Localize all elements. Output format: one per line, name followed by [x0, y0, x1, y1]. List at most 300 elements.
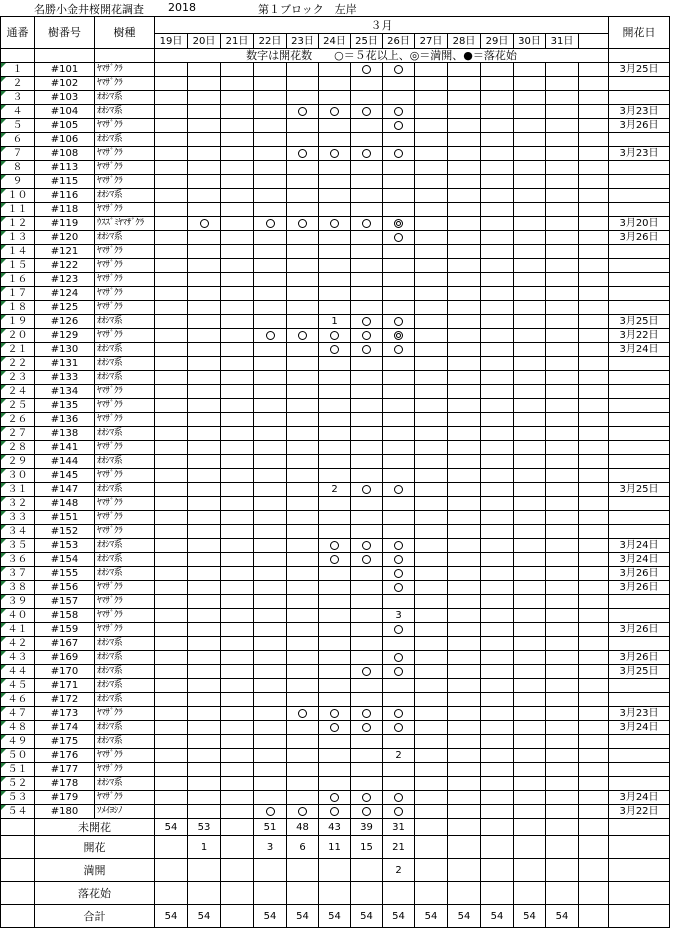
- serial-number: ８: [1, 161, 35, 175]
- bloom-date: [609, 777, 670, 791]
- day-cell: [319, 763, 351, 777]
- day-cell: [287, 259, 319, 273]
- day-cell: [481, 497, 514, 511]
- bloom-date: [609, 161, 670, 175]
- cell: [1, 836, 35, 859]
- day-cell: [481, 623, 514, 637]
- table-row: [1, 707, 670, 721]
- day-cell: [221, 595, 254, 609]
- day-cell: [319, 735, 351, 749]
- day-cell: [319, 707, 351, 721]
- summary-value: [351, 859, 383, 882]
- day-cell: [481, 511, 514, 525]
- day-cell: [319, 455, 351, 469]
- day-cell: [546, 553, 579, 567]
- day-cell: [155, 651, 188, 665]
- bloom-date: [609, 497, 670, 511]
- species: ｵｵｼﾏ系: [95, 133, 155, 147]
- bloom-date: 3月26日: [609, 119, 670, 133]
- day-cell: [155, 343, 188, 357]
- day-cell: [155, 511, 188, 525]
- species: ﾔﾏｻﾞｸﾗ: [95, 203, 155, 217]
- day-cell: [579, 371, 609, 385]
- day-cell: [546, 581, 579, 595]
- summary-value: [351, 882, 383, 905]
- day-cell: [579, 777, 609, 791]
- table-row: [1, 455, 670, 469]
- summary-value: 54: [514, 905, 546, 928]
- summary-value: [514, 859, 546, 882]
- serial-number: １０: [1, 189, 35, 203]
- day-cell: [188, 133, 221, 147]
- circle-icon: [394, 807, 403, 816]
- day-cell: [481, 203, 514, 217]
- day-cell: [579, 301, 609, 315]
- day-cell: [155, 77, 188, 91]
- day-cell: [188, 651, 221, 665]
- day-cell: [254, 287, 287, 301]
- day-cell: [155, 623, 188, 637]
- day-header: 20日: [188, 34, 221, 49]
- circle-icon: [266, 331, 275, 340]
- serial-number: ２２: [1, 357, 35, 371]
- bloom-date: 3月20日: [609, 217, 670, 231]
- summary-value: [448, 859, 481, 882]
- day-cell: [415, 777, 448, 791]
- circle-icon: [394, 345, 403, 354]
- circle-icon: [394, 625, 403, 634]
- day-cell: [287, 763, 319, 777]
- day-cell: [351, 287, 383, 301]
- species: ﾔﾏｻﾞｸﾗ: [95, 329, 155, 343]
- day-cell: [351, 805, 383, 819]
- day-cell: [188, 189, 221, 203]
- day-cell: [481, 217, 514, 231]
- summary-value: 43: [319, 819, 351, 836]
- day-cell: [319, 175, 351, 189]
- day-cell: [383, 441, 415, 455]
- day-cell: [254, 189, 287, 203]
- day-cell: [155, 763, 188, 777]
- species: ｵｵｼﾏ系: [95, 553, 155, 567]
- day-cell: [579, 315, 609, 329]
- day-cell: [319, 511, 351, 525]
- day-cell: [448, 441, 481, 455]
- day-cell: [221, 693, 254, 707]
- tree-number: #135: [35, 399, 95, 413]
- day-cell: [448, 63, 481, 77]
- day-cell: [546, 497, 579, 511]
- day-cell: [155, 791, 188, 805]
- day-cell: [351, 329, 383, 343]
- day-cell: [415, 497, 448, 511]
- day-cell: [254, 469, 287, 483]
- day-cell: [481, 105, 514, 119]
- day-cell: [546, 133, 579, 147]
- tree-number: #159: [35, 623, 95, 637]
- tree-number: #147: [35, 483, 95, 497]
- summary-value: [155, 836, 188, 859]
- day-cell: [415, 259, 448, 273]
- day-cell: [415, 581, 448, 595]
- tree-number: #126: [35, 315, 95, 329]
- day-cell: [579, 581, 609, 595]
- summary-label: 合計: [35, 905, 155, 928]
- circle-icon: [362, 317, 371, 326]
- day-cell: [287, 105, 319, 119]
- day-cell: [188, 525, 221, 539]
- day-cell: [155, 679, 188, 693]
- day-cell: [514, 483, 546, 497]
- tree-number: #152: [35, 525, 95, 539]
- day-cell: [221, 259, 254, 273]
- circle-icon: [362, 541, 371, 550]
- summary-value: 54: [546, 905, 579, 928]
- day-cell: [579, 357, 609, 371]
- day-cell: [383, 399, 415, 413]
- day-cell: [287, 315, 319, 329]
- table-row: [1, 315, 670, 329]
- day-cell: [481, 175, 514, 189]
- serial-number: １５: [1, 259, 35, 273]
- day-cell: [155, 385, 188, 399]
- day-cell: [351, 581, 383, 595]
- day-cell: [383, 147, 415, 161]
- day-cell: [221, 77, 254, 91]
- day-cell: [319, 371, 351, 385]
- summary-value: 3: [254, 836, 287, 859]
- day-cell: [319, 343, 351, 357]
- day-cell: [383, 567, 415, 581]
- day-cell: [155, 483, 188, 497]
- day-cell: [481, 119, 514, 133]
- day-cell: [188, 343, 221, 357]
- day-cell: [351, 301, 383, 315]
- table-row: [1, 651, 670, 665]
- circle-icon: [394, 723, 403, 732]
- day-cell: [448, 399, 481, 413]
- cell: [35, 49, 95, 63]
- day-cell: [351, 147, 383, 161]
- serial-number: ４８: [1, 721, 35, 735]
- day-cell: [351, 609, 383, 623]
- summary-value: [155, 882, 188, 905]
- circle-icon: [394, 65, 403, 74]
- serial-number: ４２: [1, 637, 35, 651]
- tree-number: #102: [35, 77, 95, 91]
- day-cell: [188, 623, 221, 637]
- day-cell: [415, 217, 448, 231]
- day-cell: [155, 357, 188, 371]
- day-cell: [351, 511, 383, 525]
- tree-number: #144: [35, 455, 95, 469]
- serial-number: ６: [1, 133, 35, 147]
- day-cell: [383, 63, 415, 77]
- day-cell: [319, 105, 351, 119]
- day-cell: [155, 525, 188, 539]
- tree-number: #123: [35, 273, 95, 287]
- legend-row: [1, 49, 670, 63]
- day-cell: [221, 371, 254, 385]
- day-cell: [546, 105, 579, 119]
- species: ﾔﾏｻﾞｸﾗ: [95, 749, 155, 763]
- day-cell: [546, 413, 579, 427]
- day-cell: [188, 175, 221, 189]
- circle-icon: [394, 233, 403, 242]
- day-cell: [319, 301, 351, 315]
- cell: [1, 905, 35, 928]
- tree-number: #103: [35, 91, 95, 105]
- day-cell: [481, 749, 514, 763]
- serial-number: ２: [1, 77, 35, 91]
- table-row: [1, 735, 670, 749]
- day-cell: [579, 469, 609, 483]
- day-cell: [319, 539, 351, 553]
- species: ﾔﾏｻﾞｸﾗ: [95, 399, 155, 413]
- day-cell: [254, 427, 287, 441]
- summary-value: [221, 905, 254, 928]
- day-cell: [155, 217, 188, 231]
- day-cell: [287, 203, 319, 217]
- table-row: [1, 791, 670, 805]
- day-cell: [481, 693, 514, 707]
- col-species-header: 樹種: [95, 17, 155, 49]
- summary-value: 53: [188, 819, 221, 836]
- serial-number: ３０: [1, 469, 35, 483]
- species: ｵｵｼﾏ系: [95, 105, 155, 119]
- serial-number: １６: [1, 273, 35, 287]
- summary-value: [481, 859, 514, 882]
- day-cell: [287, 385, 319, 399]
- day-cell: [546, 385, 579, 399]
- day-cell: [383, 721, 415, 735]
- table-row: [1, 175, 670, 189]
- cell: [1, 49, 35, 63]
- day-cell: [188, 455, 221, 469]
- species: ﾔﾏｻﾞｸﾗ: [95, 623, 155, 637]
- day-cell: [221, 763, 254, 777]
- day-cell: [514, 343, 546, 357]
- species: ｵｵｼﾏ系: [95, 777, 155, 791]
- serial-number: ４６: [1, 693, 35, 707]
- circle-icon: [330, 107, 339, 116]
- day-cell: [448, 259, 481, 273]
- summary-value: [188, 859, 221, 882]
- day-cell: [514, 721, 546, 735]
- day-cell: [188, 77, 221, 91]
- serial-number: ３４: [1, 525, 35, 539]
- serial-number: ２６: [1, 413, 35, 427]
- day-cell: [415, 427, 448, 441]
- day-cell: [383, 259, 415, 273]
- tree-number: #122: [35, 259, 95, 273]
- day-cell: [221, 329, 254, 343]
- bloom-date: [609, 189, 670, 203]
- col-bloom-date-header: 開花日: [609, 17, 670, 49]
- day-cell: [448, 343, 481, 357]
- day-cell: [415, 189, 448, 203]
- bloom-date: 3月24日: [609, 539, 670, 553]
- table-row: [1, 329, 670, 343]
- day-cell: [351, 567, 383, 581]
- day-cell: [383, 693, 415, 707]
- day-cell: [319, 805, 351, 819]
- day-cell: [481, 91, 514, 105]
- summary-value: [221, 819, 254, 836]
- species: ﾔﾏｻﾞｸﾗ: [95, 609, 155, 623]
- day-cell: [221, 105, 254, 119]
- day-cell: [254, 133, 287, 147]
- day-cell: [383, 511, 415, 525]
- summary-value: [514, 819, 546, 836]
- bloom-date: [609, 385, 670, 399]
- day-cell: [481, 245, 514, 259]
- bloom-date: [609, 749, 670, 763]
- day-cell: [481, 805, 514, 819]
- table-row: [1, 427, 670, 441]
- day-cell: [415, 371, 448, 385]
- table-row: [1, 273, 670, 287]
- day-cell: [448, 553, 481, 567]
- day-cell: [351, 749, 383, 763]
- day-cell: [514, 91, 546, 105]
- bloom-date: [609, 525, 670, 539]
- day-cell: [351, 637, 383, 651]
- day-cell: [287, 399, 319, 413]
- day-cell: [254, 413, 287, 427]
- day-cell: [481, 315, 514, 329]
- day-cell: [448, 539, 481, 553]
- summary-value: [188, 882, 221, 905]
- day-cell: [188, 91, 221, 105]
- table-row: [1, 497, 670, 511]
- day-cell: [188, 595, 221, 609]
- day-cell: [481, 385, 514, 399]
- day-cell: [319, 609, 351, 623]
- day-cell: [254, 371, 287, 385]
- summary-value: [546, 819, 579, 836]
- day-cell: [448, 595, 481, 609]
- day-cell: [481, 777, 514, 791]
- day-cell: [481, 301, 514, 315]
- day-cell: [383, 455, 415, 469]
- day-cell: [383, 469, 415, 483]
- tree-number: #104: [35, 105, 95, 119]
- circle-icon: [200, 219, 209, 228]
- day-cell: [514, 609, 546, 623]
- day-cell: [351, 721, 383, 735]
- day-cell: [383, 553, 415, 567]
- day-cell: [351, 679, 383, 693]
- day-cell: [546, 469, 579, 483]
- tree-number: #156: [35, 581, 95, 595]
- day-cell: [254, 77, 287, 91]
- summary-value: [287, 882, 319, 905]
- day-cell: [448, 525, 481, 539]
- day-header: 31日: [546, 34, 579, 49]
- day-cell: [287, 357, 319, 371]
- day-cell: [415, 91, 448, 105]
- day-cell: [287, 539, 319, 553]
- day-cell: [546, 77, 579, 91]
- serial-number: ３２: [1, 497, 35, 511]
- tree-number: #133: [35, 371, 95, 385]
- day-cell: [415, 763, 448, 777]
- circle-icon: [266, 219, 275, 228]
- day-cell: [514, 371, 546, 385]
- day-cell: [481, 679, 514, 693]
- day-cell: [448, 105, 481, 119]
- day-cell: [351, 315, 383, 329]
- day-cell: [254, 637, 287, 651]
- summary-value: [514, 836, 546, 859]
- day-cell: [351, 161, 383, 175]
- day-cell: [155, 189, 188, 203]
- day-cell: [351, 203, 383, 217]
- day-cell: [188, 511, 221, 525]
- day-cell: [319, 469, 351, 483]
- cell: [1, 819, 35, 836]
- day-cell: [287, 651, 319, 665]
- day-cell: [155, 413, 188, 427]
- bloom-count: 1: [319, 315, 351, 329]
- table-row: [1, 749, 670, 763]
- day-cell: [514, 511, 546, 525]
- day-cell: [351, 385, 383, 399]
- summary-value: 2: [383, 859, 415, 882]
- circle-icon: [394, 583, 403, 592]
- day-cell: [254, 777, 287, 791]
- day-cell: [351, 371, 383, 385]
- day-cell: [287, 805, 319, 819]
- day-cell: [319, 329, 351, 343]
- day-cell: [415, 133, 448, 147]
- day-cell: [287, 623, 319, 637]
- day-cell: [579, 427, 609, 441]
- summary-value: 54: [481, 905, 514, 928]
- summary-value: [448, 819, 481, 836]
- day-cell: [188, 483, 221, 497]
- table-row: [1, 287, 670, 301]
- day-cell: [579, 245, 609, 259]
- circle-icon: [362, 709, 371, 718]
- day-cell: [351, 357, 383, 371]
- day-cell: [383, 175, 415, 189]
- day-cell: [481, 763, 514, 777]
- day-cell: [287, 91, 319, 105]
- day-cell: [319, 203, 351, 217]
- circle-icon: [330, 541, 339, 550]
- col-serial-header: 通番: [1, 17, 35, 49]
- day-cell: [448, 147, 481, 161]
- bloom-date: 3月26日: [609, 623, 670, 637]
- species: ﾔﾏｻﾞｸﾗ: [95, 147, 155, 161]
- bloom-date: [609, 91, 670, 105]
- day-cell: [351, 119, 383, 133]
- day-cell: [188, 497, 221, 511]
- day-cell: [514, 777, 546, 791]
- day-cell: [221, 777, 254, 791]
- summary-value: [221, 882, 254, 905]
- day-cell: [383, 805, 415, 819]
- day-cell: [351, 413, 383, 427]
- day-cell: [579, 105, 609, 119]
- day-cell: [188, 371, 221, 385]
- day-cell: [221, 133, 254, 147]
- serial-number: １７: [1, 287, 35, 301]
- day-cell: [546, 735, 579, 749]
- cell: [609, 905, 670, 928]
